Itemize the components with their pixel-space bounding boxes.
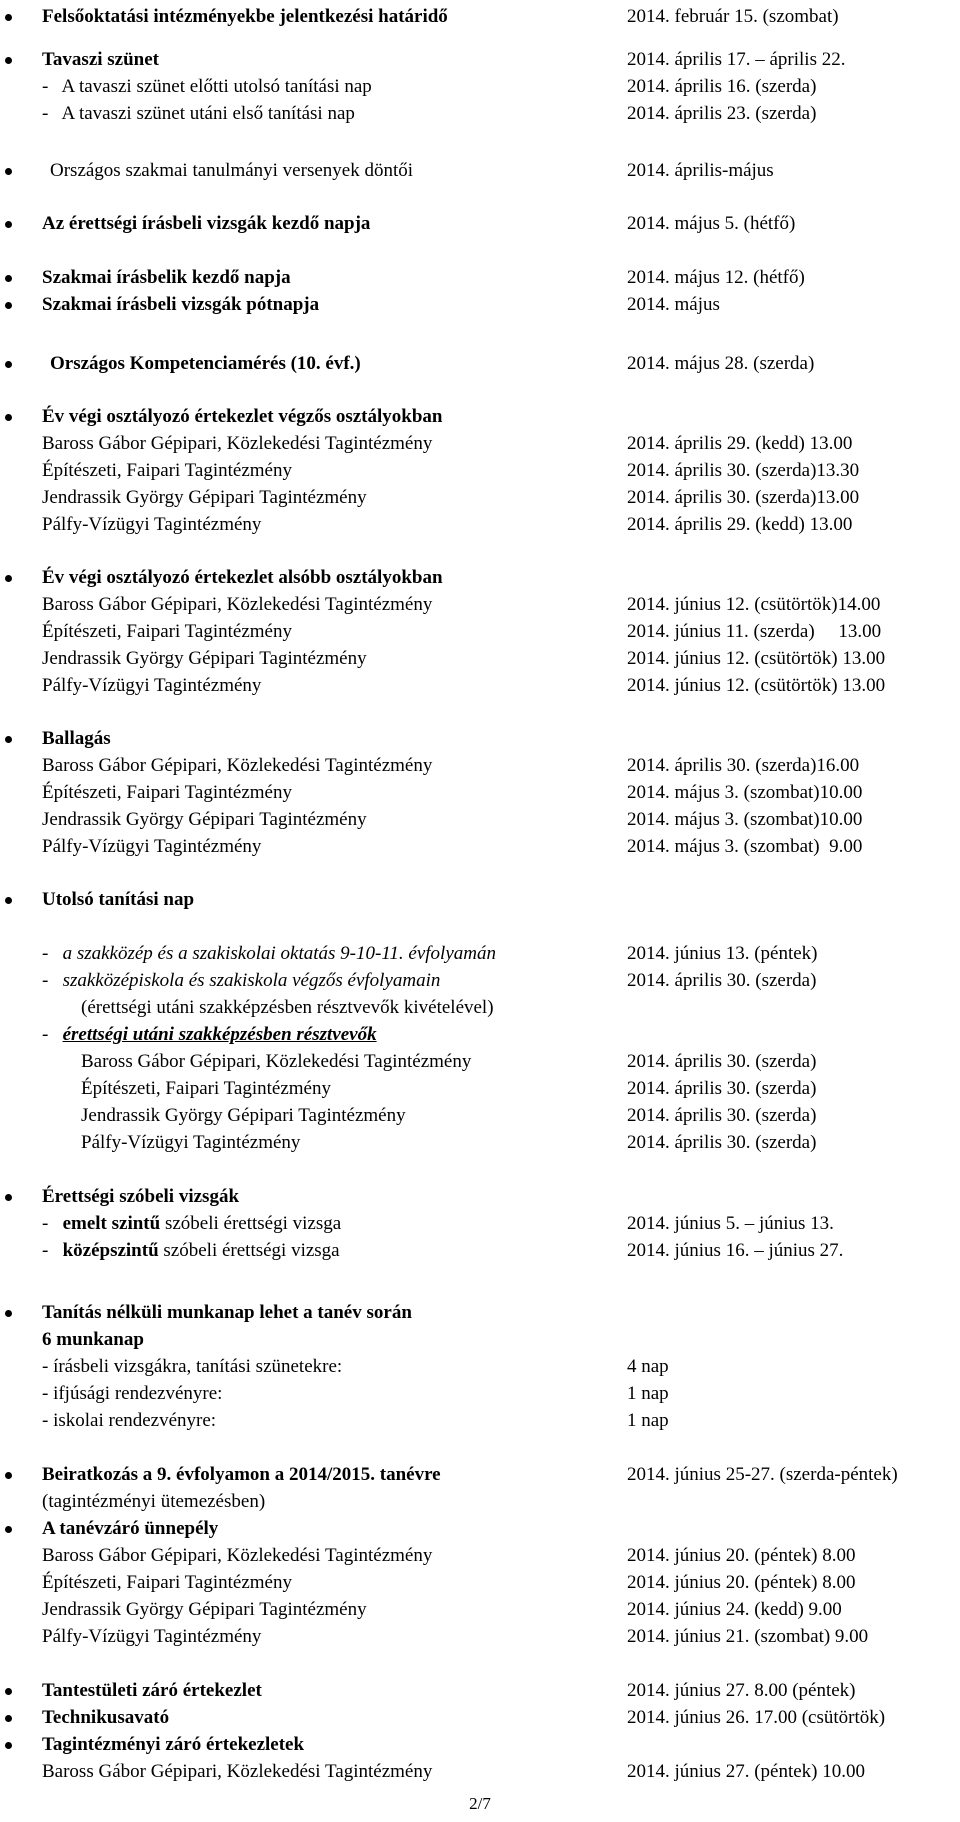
bullet-icon: [5, 361, 12, 368]
schedule-row: [0, 1678, 960, 1704]
schedule-row: [0, 1489, 960, 1515]
schedule-row: [0, 834, 960, 860]
schedule-row: [0, 673, 960, 699]
event-label: [81, 1130, 300, 1156]
schedule-row: [0, 292, 960, 318]
event-label-part: Tanítás nélküli munkanap lehet a tanév során: [42, 1302, 412, 1323]
bullet-icon: [5, 57, 12, 64]
schedule-row: [0, 1300, 960, 1326]
event-label-part: (tagintézményi ütemezésben): [42, 1491, 266, 1512]
event-label-part: Szakmai írásbeli vizsgák pótnapja: [42, 294, 320, 315]
event-label-part: a szakközép és a szakiskolai oktatás 9-10-11. évfolyamán: [62, 943, 496, 964]
schedule-row: [0, 968, 960, 994]
event-label-part: Pálfy-Vízügyi Tagintézmény: [42, 1626, 262, 1647]
event-date: 2014. június 5. – június 13.: [627, 1213, 834, 1234]
event-label: [42, 1570, 292, 1596]
schedule-row: [0, 1130, 960, 1156]
event-date: 2014. április 30. (szerda)16.00: [627, 755, 860, 776]
event-label-part: Év végi osztályozó értekezlet alsóbb osztályokban: [42, 567, 443, 588]
event-label-part: Építészeti, Faipari Tagintézmény: [42, 621, 292, 642]
event-label-part: Országos Kompetenciamérés (10. évf.): [50, 353, 361, 374]
event-label: [42, 780, 292, 806]
event-label: [42, 47, 159, 73]
bullet-icon: [5, 168, 12, 175]
event-label-part: -: [42, 970, 63, 991]
schedule-row: [0, 485, 960, 511]
event-date: 2014. június 12. (csütörtök) 13.00: [627, 675, 886, 696]
schedule-row: [0, 1705, 960, 1731]
event-label-part: 6 munkanap: [42, 1329, 144, 1350]
event-label: [42, 968, 440, 994]
bullet-icon: [5, 1194, 12, 1201]
event-label: [42, 807, 367, 833]
event-date: 2014. június 20. (péntek) 8.00: [627, 1572, 856, 1593]
schedule-row: [0, 404, 960, 430]
event-label: [42, 1516, 218, 1542]
schedule-row: [0, 1732, 960, 1758]
event-date: 2014. június 20. (péntek) 8.00: [627, 1545, 856, 1566]
event-label-part: Érettségi szóbeli vizsgák: [42, 1186, 240, 1207]
event-label: [50, 158, 413, 184]
event-label: [42, 485, 367, 511]
event-label-part: érettségi utáni szakképzésben résztvevők: [62, 1024, 377, 1045]
event-date: 2014. április 30. (szerda): [627, 1078, 817, 1099]
bullet-icon: [5, 1310, 12, 1317]
event-label: [42, 1732, 304, 1758]
event-label-part: Technikusavató: [42, 1707, 170, 1728]
event-date: 2014. április 29. (kedd) 13.00: [627, 514, 853, 535]
event-label-part: Építészeti, Faipari Tagintézmény: [42, 460, 292, 481]
event-date: 2014. június 12. (csütörtök)14.00: [627, 594, 881, 615]
event-label: [42, 1381, 222, 1407]
event-label: [42, 1354, 342, 1380]
event-label: [42, 1597, 367, 1623]
event-label-part: Felsőoktatási intézményekbe jelentkezési határidő: [42, 6, 448, 27]
schedule-row: [0, 995, 960, 1021]
schedule-row: [0, 1759, 960, 1785]
event-label-part: Jendrassik György Gépipari Tagintézmény: [81, 1105, 406, 1126]
event-label-part: Építészeti, Faipari Tagintézmény: [42, 1572, 292, 1593]
event-label: [42, 1543, 432, 1569]
event-label: [42, 753, 432, 779]
bullet-icon: [5, 414, 12, 421]
event-label: [42, 1184, 239, 1210]
event-date: 4 nap: [627, 1356, 669, 1377]
event-label: [42, 431, 432, 457]
bullet-icon: [5, 221, 12, 228]
schedule-row: [0, 351, 960, 377]
event-label: [81, 1103, 406, 1129]
schedule-row: [0, 941, 960, 967]
event-label: [42, 74, 372, 100]
schedule-row: [0, 1597, 960, 1623]
schedule-row: [0, 1238, 960, 1264]
event-label-part: A tanévzáró ünnepély: [42, 1518, 219, 1539]
event-date: 2014. április 23. (szerda): [627, 103, 817, 124]
event-date: 2014. február 15. (szombat): [627, 6, 839, 27]
event-date: 2014. április 30. (szerda): [627, 1105, 817, 1126]
schedule-row: [0, 458, 960, 484]
event-label-part: Tavaszi szünet: [42, 49, 160, 70]
schedule-row: [0, 265, 960, 291]
event-label-part: Jendrassik György Gépipari Tagintézmény: [42, 809, 367, 830]
schedule-row: [0, 1408, 960, 1434]
event-date: 2014. április 30. (szerda): [627, 1051, 817, 1072]
event-label-part: Baross Gábor Gépipari, Közlekedési Tagintézmény: [42, 1545, 433, 1566]
event-label-part: Év végi osztályozó értekezlet végzős osztályokban: [42, 406, 443, 427]
event-label-part: - ifjúsági rendezvényre:: [42, 1383, 223, 1404]
schedule-row: [0, 1381, 960, 1407]
event-label: [42, 1327, 144, 1353]
event-date: 2014. június 25-27. (szerda-péntek): [627, 1464, 898, 1485]
event-label-part: Tantestületi záró értekezlet: [42, 1680, 262, 1701]
schedule-row: [0, 887, 960, 913]
event-label: [42, 404, 443, 430]
event-date: 2014. május: [627, 294, 720, 315]
event-date: 2014. május 5. (hétfő): [627, 213, 796, 234]
event-label-part: Tagintézményi záró értekezletek: [42, 1734, 305, 1755]
event-label: [42, 1759, 432, 1785]
event-date: 2014. június 11. (szerda) 13.00: [627, 621, 882, 642]
bullet-icon: [5, 275, 12, 282]
event-label: [42, 619, 292, 645]
event-label: [42, 941, 496, 967]
event-label: [42, 101, 355, 127]
event-label-part: Jendrassik György Gépipari Tagintézmény: [42, 648, 367, 669]
bullet-icon: [5, 1742, 12, 1749]
event-label: [42, 673, 261, 699]
schedule-row: [0, 1211, 960, 1237]
schedule-row: [0, 211, 960, 237]
event-label-part: szóbeli érettségi vizsga: [158, 1240, 340, 1261]
event-label: [42, 1624, 261, 1650]
event-date: 2014. május 3. (szombat)10.00: [627, 809, 863, 830]
event-date: 2014. május 3. (szombat)10.00: [627, 782, 863, 803]
event-date: 2014. április 30. (szerda)13.00: [627, 487, 860, 508]
event-label-part: Jendrassik György Gépipari Tagintézmény: [42, 487, 367, 508]
event-label-part: - A tavaszi szünet előtti utolsó tanítási nap: [42, 76, 372, 97]
event-label: [42, 592, 432, 618]
schedule-row: [0, 47, 960, 73]
event-date: 2014. április 16. (szerda): [627, 76, 817, 97]
event-label: [50, 351, 361, 377]
schedule-row: [0, 1462, 960, 1488]
event-label: [42, 1705, 169, 1731]
event-label-part: szakközépiskola és szakiskola végzős évfolyamain: [62, 970, 441, 991]
event-label: [81, 1076, 331, 1102]
bullet-icon: [5, 1526, 12, 1533]
event-label-part: Szakmai írásbelik kezdő napja: [42, 267, 291, 288]
event-label-part: Pálfy-Vízügyi Tagintézmény: [42, 836, 262, 857]
event-date: 2014. június 16. – június 27.: [627, 1240, 844, 1261]
schedule-row: [0, 1022, 960, 1048]
event-date: 2014. június 13. (péntek): [627, 943, 818, 964]
schedule-row: [0, 1516, 960, 1542]
schedule-row: [0, 512, 960, 538]
event-label-part: Baross Gábor Gépipari, Közlekedési Tagintézmény: [42, 433, 433, 454]
schedule-row: [0, 780, 960, 806]
event-date: 2014. április 30. (szerda): [627, 1132, 817, 1153]
event-label-part: Baross Gábor Gépipari, Közlekedési Tagintézmény: [42, 1761, 433, 1782]
schedule-row: [0, 1570, 960, 1596]
event-label: [42, 512, 261, 538]
event-label-part: Baross Gábor Gépipari, Közlekedési Tagintézmény: [42, 755, 433, 776]
event-date: 2014. június 26. 17.00 (csütörtök): [627, 1707, 886, 1728]
schedule-row: [0, 1543, 960, 1569]
event-label: [42, 1300, 412, 1326]
event-date: 2014. május 12. (hétfő): [627, 267, 805, 288]
event-label: [42, 1022, 377, 1048]
event-date: 2014. június 27. (péntek) 10.00: [627, 1761, 866, 1782]
schedule-row: [0, 753, 960, 779]
event-label: [42, 4, 448, 30]
bullet-icon: [5, 1472, 12, 1479]
event-label: [42, 887, 194, 913]
event-label-part: Pálfy-Vízügyi Tagintézmény: [42, 514, 262, 535]
event-label-part: Építészeti, Faipari Tagintézmény: [42, 782, 292, 803]
schedule-row: [0, 619, 960, 645]
schedule-row: [0, 101, 960, 127]
event-label: [81, 995, 494, 1021]
event-label: [42, 1408, 216, 1434]
event-label-part: - iskolai rendezvényre:: [42, 1410, 217, 1431]
schedule-row: [0, 1103, 960, 1129]
event-date: 2014. június 27. 8.00 (péntek): [627, 1680, 856, 1701]
event-label-part: Országos szakmai tanulmányi versenyek döntői: [50, 160, 414, 181]
schedule-row: [0, 158, 960, 184]
event-label-part: középszintű: [62, 1240, 159, 1261]
event-date: 2014. május 28. (szerda): [627, 353, 815, 374]
event-label-part: -: [42, 943, 63, 964]
event-label: [42, 211, 370, 237]
event-label-part: (érettségi utáni szakképzésben résztvevők kivételével): [81, 997, 494, 1018]
event-label-part: -: [42, 1240, 63, 1261]
schedule-row: [0, 431, 960, 457]
event-label: [42, 265, 291, 291]
event-date: 2014. június 12. (csütörtök) 13.00: [627, 648, 886, 669]
event-label: [42, 1678, 262, 1704]
bullet-icon: [5, 1688, 12, 1695]
event-label: [42, 1489, 265, 1515]
bullet-icon: [5, 1715, 12, 1722]
event-label: [42, 458, 292, 484]
event-label-part: Építészeti, Faipari Tagintézmény: [81, 1078, 331, 1099]
event-label: [42, 292, 319, 318]
event-label-part: - A tavaszi szünet utáni első tanítási nap: [42, 103, 355, 124]
event-date: 2014. május 3. (szombat) 9.00: [627, 836, 863, 857]
event-label-part: Baross Gábor Gépipari, Közlekedési Tagintézmény: [42, 594, 433, 615]
event-label: [42, 1462, 441, 1488]
event-label-part: - írásbeli vizsgákra, tanítási szünetekre:: [42, 1356, 343, 1377]
schedule-row: [0, 1076, 960, 1102]
bullet-icon: [5, 897, 12, 904]
schedule-row: [0, 1624, 960, 1650]
event-label-part: -: [42, 1024, 63, 1045]
event-label: [42, 1238, 340, 1264]
bullet-icon: [5, 575, 12, 582]
event-label-part: Utolsó tanítási nap: [42, 889, 195, 910]
schedule-row: [0, 74, 960, 100]
event-label-part: Az érettségi írásbeli vizsgák kezdő napja: [42, 213, 371, 234]
schedule-row: [0, 726, 960, 752]
schedule-row: [0, 592, 960, 618]
event-date: 2014. június 24. (kedd) 9.00: [627, 1599, 842, 1620]
schedule-row: [0, 1327, 960, 1353]
event-date: 2014. április 30. (szerda): [627, 970, 817, 991]
event-date: 2014. április-május: [627, 160, 774, 181]
schedule-row: [0, 1049, 960, 1075]
event-label-part: szóbeli érettségi vizsga: [160, 1213, 342, 1234]
event-label: [81, 1049, 471, 1075]
event-date: 2014. április 29. (kedd) 13.00: [627, 433, 853, 454]
event-label: [42, 834, 261, 860]
schedule-row: [0, 1184, 960, 1210]
event-label-part: Pálfy-Vízügyi Tagintézmény: [42, 675, 262, 696]
schedule-row: [0, 646, 960, 672]
event-label: [42, 1211, 341, 1237]
event-label-part: Jendrassik György Gépipari Tagintézmény: [42, 1599, 367, 1620]
event-label-part: emelt szintű: [62, 1213, 161, 1234]
event-date: 2014. április 17. – április 22.: [627, 49, 846, 70]
event-label-part: Baross Gábor Gépipari, Közlekedési Tagintézmény: [81, 1051, 472, 1072]
event-date: 2014. június 21. (szombat) 9.00: [627, 1626, 869, 1647]
event-label-part: Beiratkozás a 9. évfolyamon a 2014/2015. tanévre: [42, 1464, 441, 1485]
event-label-part: Ballagás: [42, 728, 111, 749]
bullet-icon: [5, 14, 12, 21]
event-label-part: -: [42, 1213, 63, 1234]
schedule-row: [0, 807, 960, 833]
schedule-row: [0, 565, 960, 591]
event-date: 2014. április 30. (szerda)13.30: [627, 460, 860, 481]
event-date: 1 nap: [627, 1383, 669, 1404]
event-label-part: Pálfy-Vízügyi Tagintézmény: [81, 1132, 301, 1153]
page-number: 2/7: [469, 1794, 491, 1813]
bullet-icon: [5, 302, 12, 309]
event-label: [42, 646, 367, 672]
bullet-icon: [5, 736, 12, 743]
event-label: [42, 565, 443, 591]
schedule-row: [0, 4, 960, 30]
event-label: [42, 726, 111, 752]
event-date: 1 nap: [627, 1410, 669, 1431]
schedule-row: [0, 1354, 960, 1380]
